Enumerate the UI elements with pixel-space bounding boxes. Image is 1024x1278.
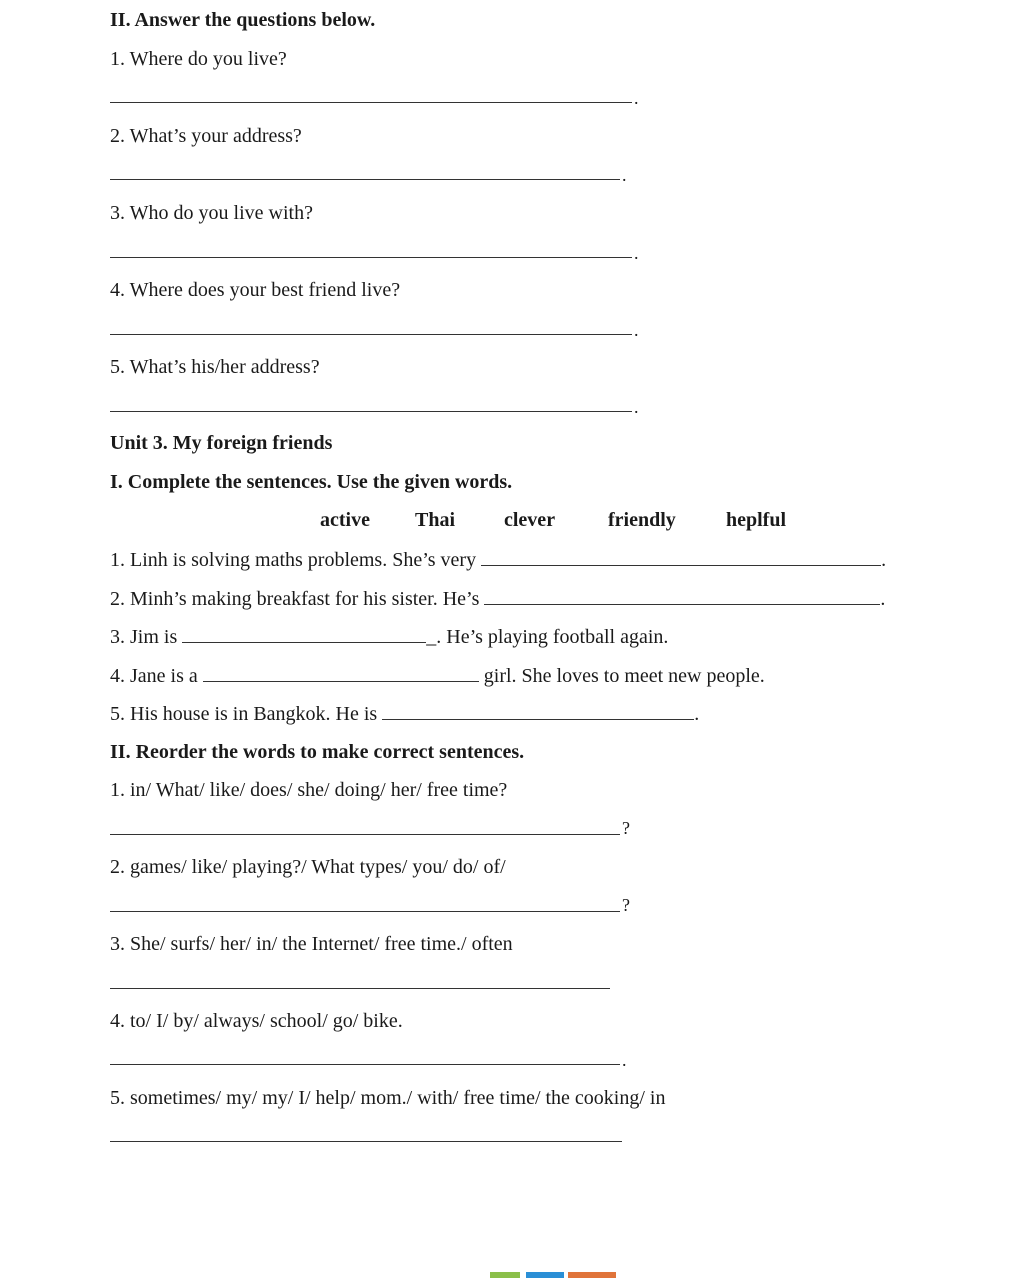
answer-line[interactable] (110, 411, 632, 412)
sentence-text: 4. Jane is a (110, 665, 203, 687)
blank[interactable] (382, 701, 694, 720)
reorder-item: 4. to/ I/ by/ always/ school/ go/ bike. (110, 1010, 403, 1032)
punctuation: . (634, 88, 639, 108)
answer-line[interactable] (110, 179, 620, 180)
blank[interactable] (182, 624, 426, 643)
word-bank-item: active (320, 509, 370, 531)
punctuation: . (634, 243, 639, 263)
answer-line[interactable] (110, 834, 620, 835)
sentence-text: . (880, 588, 886, 610)
section-heading: I. Complete the sentences. Use the given words. (110, 471, 513, 493)
answer-line[interactable] (110, 1141, 622, 1142)
sentence-text: _. He’s playing football again. (426, 626, 669, 648)
sentence-text: 1. Linh is solving maths problems. She’s very (110, 549, 482, 571)
answer-line[interactable] (110, 911, 620, 912)
sentence (110, 663, 765, 688)
punctuation: . (634, 320, 639, 340)
answer-line[interactable] (110, 102, 632, 103)
word-bank-item: clever (504, 509, 556, 531)
punctuation: ? (622, 895, 630, 915)
sentence (110, 586, 885, 611)
punctuation: ? (622, 818, 630, 838)
blank[interactable] (203, 663, 479, 682)
sentence (110, 547, 886, 572)
sentence-text: 2. Minh’s making breakfast for his sister. He’s (110, 588, 485, 610)
footer-decoration (490, 1272, 520, 1278)
sentence-text: . (694, 703, 700, 725)
question: 4. Where does your best friend live? (110, 279, 401, 301)
blank[interactable] (484, 586, 880, 605)
reorder-item: 1. in/ What/ like/ does/ she/ doing/ her/ free time? (110, 779, 508, 801)
answer-line[interactable] (110, 257, 632, 258)
question: 5. What’s his/her address? (110, 356, 320, 378)
punctuation: . (634, 397, 639, 417)
section-heading: II. Answer the questions below. (110, 9, 376, 31)
punctuation: . (622, 165, 627, 185)
word-bank-item: Thai (415, 509, 456, 531)
reorder-item: 2. games/ like/ playing?/ What types/ you/ do/ of/ (110, 856, 506, 878)
question: 2. What’s your address? (110, 125, 302, 147)
blank[interactable] (481, 547, 881, 566)
question: 1. Where do you live? (110, 48, 287, 70)
punctuation: . (622, 1050, 627, 1070)
sentence-text: girl. She loves to meet new people. (478, 665, 765, 687)
sentence (110, 624, 668, 649)
sentence-text: . (881, 549, 887, 571)
answer-line[interactable] (110, 988, 610, 989)
answer-line[interactable] (110, 334, 632, 335)
word-bank-item: friendly (608, 509, 676, 531)
footer-decoration (568, 1272, 616, 1278)
word-bank-item: heplful (726, 509, 787, 531)
answer-line[interactable] (110, 1064, 620, 1065)
footer-decoration (526, 1272, 564, 1278)
reorder-item: 5. sometimes/ my/ my/ I/ help/ mom./ with/ free time/ the cooking/ in (110, 1087, 666, 1109)
sentence-text: 5. His house is in Bangkok. He is (110, 703, 383, 725)
unit-title: Unit 3. My foreign friends (110, 432, 333, 454)
section-heading: II. Reorder the words to make correct sentences. (110, 741, 525, 763)
reorder-item: 3. She/ surfs/ her/ in/ the Internet/ free time./ often (110, 933, 513, 955)
sentence-text: 3. Jim is (110, 626, 183, 648)
question: 3. Who do you live with? (110, 202, 313, 224)
sentence (110, 701, 699, 726)
